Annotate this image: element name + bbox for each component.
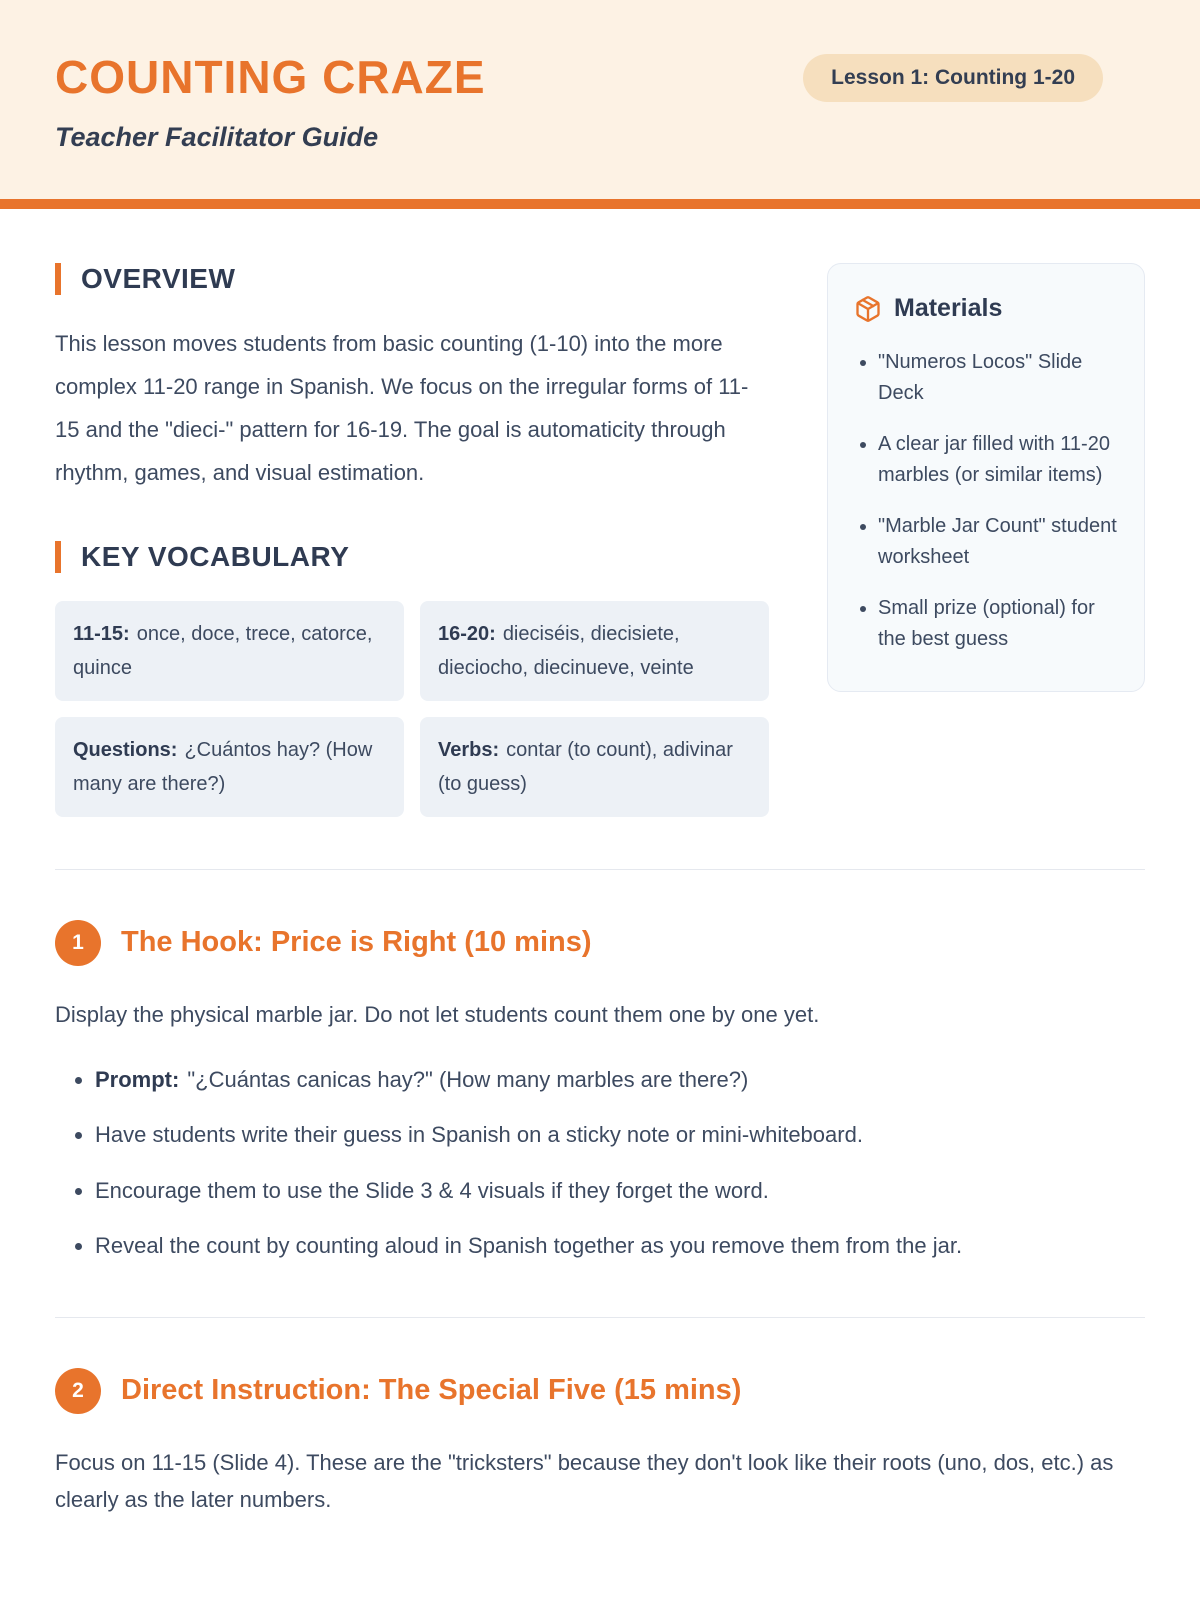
step-bullet [95,1227,1145,1264]
step-title: The Hook: Price is Right (10 mins) [121,926,592,959]
bullet-text: "¿Cuántas canicas hay?" (How many marbles are there?) [187,1066,749,1092]
document-content [0,209,1200,1518]
bullet-text: Reveal the count by counting aloud in Spanish together as you remove them from the jar. [95,1233,963,1259]
step-bullet [95,1061,1145,1098]
vocab-term-label: Verbs: [438,738,500,761]
materials-item: • A clear jar filled with 11-20 marbles (or similar items) [878,429,1118,491]
materials-item: • "Marble Jar Count" student worksheet [878,511,1118,573]
step-bullet [95,1172,1145,1209]
vocab-grid [55,601,769,817]
step-number-badge: 1 [55,920,101,966]
bullet-text: Have students write their guess in Spanish on a sticky note or mini-whiteboard. [95,1122,863,1148]
vocab-card-questions [55,717,404,817]
vocab-card-verbs [420,717,769,817]
top-grid [55,263,1145,817]
step-2 [55,1368,1145,1519]
step-1-header [55,920,1145,966]
vocab-term-label: Questions: [73,738,178,761]
vocab-term-label: 11-15: [73,622,130,645]
materials-list [854,347,1118,655]
vocab-term-text: contar (to count), adivinar (to guess) [438,738,733,795]
materials-item: • "Numeros Locos" Slide Deck [878,347,1118,409]
materials-item: • Small prize (optional) for the best guess [878,593,1118,655]
vocab-term-text: dieciséis, diecisiete, dieciocho, diecinueve, veinte [438,622,694,679]
step-intro: Focus on 11-15 (Slide 4). These are the "tricksters" because they don't look like their roots (uno, dos, etc.) as clearly as the later numbers. [55,1449,1114,1512]
step-bullet [95,1116,1145,1153]
step-intro: Display the physical marble jar. Do not let students count them one by one yet. [55,1001,820,1027]
document-header [0,0,1200,199]
package-icon [854,295,882,323]
page-subtitle: Teacher Facilitator Guide [55,122,379,152]
step-2-header [55,1368,1145,1414]
materials-heading: Materials [894,294,1003,322]
vocab-heading: KEY VOCABULARY [55,541,769,573]
section-divider [55,1317,1145,1318]
materials-header [854,294,1118,323]
bullet-label: Prompt: [95,1066,180,1092]
step-bullet-list [55,1061,1145,1265]
overview-heading: OVERVIEW [55,263,769,295]
bullet-text: Encourage them to use the Slide 3 & 4 visuals if they forget the word. [95,1177,769,1203]
main-column [55,263,769,817]
step-number-badge: 2 [55,1368,101,1414]
step-1 [55,920,1145,1265]
lesson-badge: Lesson 1: Counting 1-20 [803,54,1103,102]
vocab-card-11-15 [55,601,404,701]
header-title-block [55,50,486,153]
vocab-term-label: 16-20: [438,622,496,645]
materials-card [827,263,1145,692]
section-divider [55,869,1145,870]
overview-body: This lesson moves students from basic counting (1-10) into the more complex 11-20 range in Spanish. We focus on the irregular forms of 11-15 and the "dieci-" pattern for 16-19. The goal is automaticity through rhythm, games, and visual estimation. [55,331,749,485]
vocab-term-text: ¿Cuántos hay? (How many are there?) [73,738,373,795]
page-title: COUNTING CRAZE [55,51,486,103]
step-title: Direct Instruction: The Special Five (15 mins) [121,1374,742,1407]
accent-bar [0,199,1200,209]
vocab-card-16-20 [420,601,769,701]
vocab-term-text: once, doce, trece, catorce, quince [73,622,373,679]
